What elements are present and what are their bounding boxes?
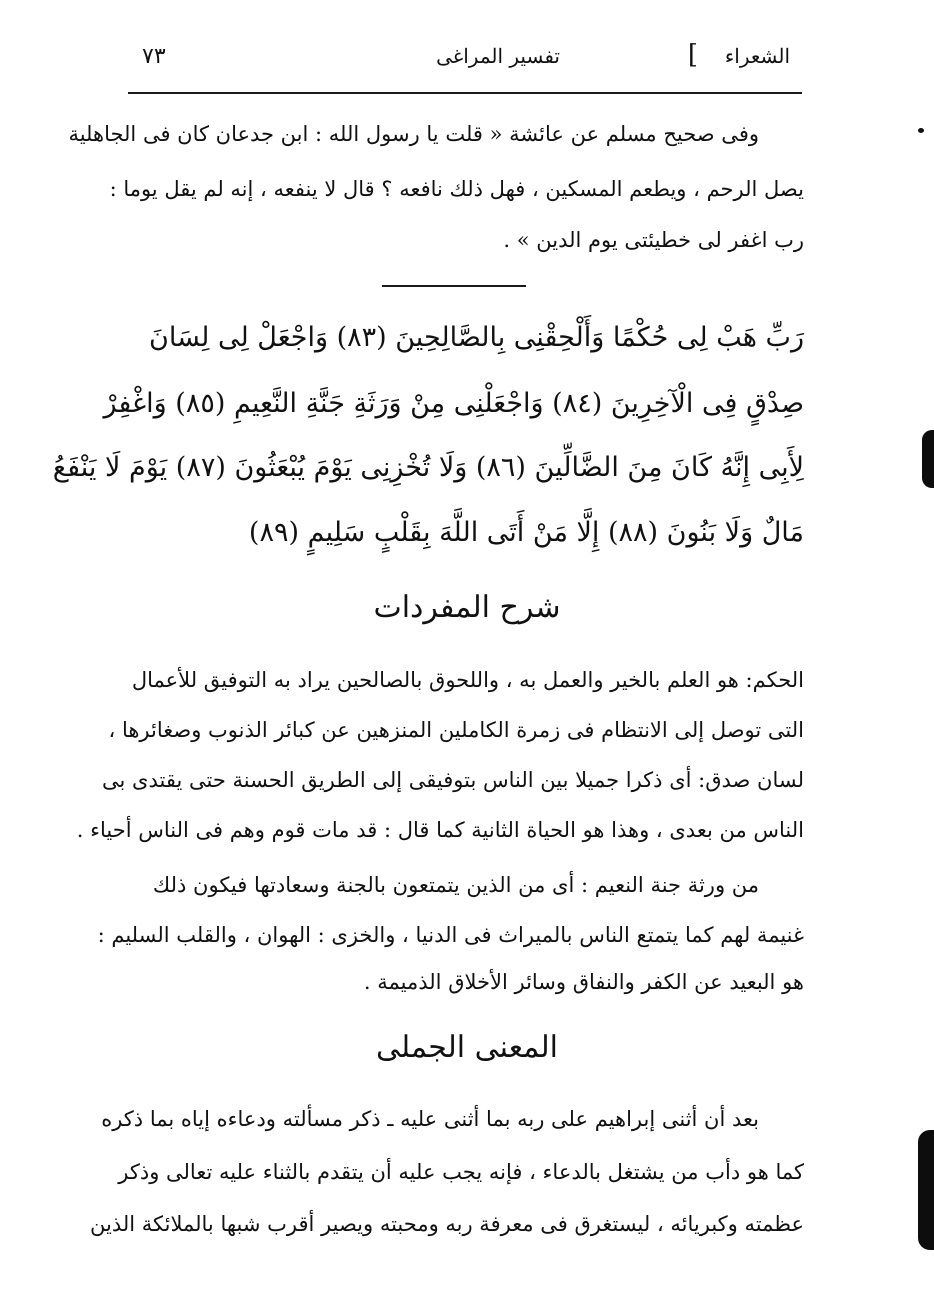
- header-page-number: ٧٣: [142, 44, 166, 69]
- header-book-title: تفسير المراغى: [436, 44, 560, 68]
- section-title-vocabulary: شرح المفردات: [373, 590, 561, 625]
- hadith-line: وفى صحيح مسلم عن عائشة « قلت يا رسول الله : ابن جدعان كان فى الجاهلية: [68, 122, 759, 146]
- scan-edge-mark: [922, 430, 934, 488]
- meaning-line: بعد أن أثنى إبراهيم على ربه بما أثنى عليه ـ ذكر مسألته ودعاءه إياه بما ذكره: [101, 1107, 759, 1131]
- verse-line: لِأَبِى إِنَّهُ كَانَ مِنَ الضَّالِّينَ (٨٦) وَلَا تُخْزِنِى يَوْمَ يُبْعَثُونَ (٨٧) يَوْمَ لَا يَنْفَعُ: [52, 452, 804, 483]
- meaning-line: كما هو دأب من يشتغل بالدعاء ، فإنه يجب عليه أن يتقدم بالثناء عليه تعالى وذكر: [118, 1160, 804, 1184]
- verse-line: مَالٌ وَلَا بَنُونَ (٨٨) إِلَّا مَنْ أَتَى اللَّهَ بِقَلْبٍ سَلِيمٍ (٨٩): [248, 517, 804, 548]
- header-bracket: ]: [687, 40, 698, 70]
- vocab-line: غنيمة لهم كما يتمتع الناس بالميراث فى الدنيا ، والخزى : الهوان ، والقلب السليم :: [97, 923, 804, 947]
- vocab-line: لسان صدق: أى ذكرا جميلا بين الناس بتوفيقى إلى الطريق الحسنة حتى يقتدى بى: [102, 768, 804, 792]
- vocab-line: الناس من بعدى ، وهذا هو الحياة الثانية كما قال : قد مات قوم وهم فى الناس أحياء .: [76, 818, 804, 842]
- header-rule: [128, 92, 802, 94]
- running-header: [130, 40, 800, 80]
- hadith-line: يصل الرحم ، ويطعم المسكين ، فهل ذلك نافعه ؟ قال لا ينفعه ، إنه لم يقل يوما :: [109, 177, 804, 201]
- header-sura-name: الشعراء: [724, 44, 790, 68]
- verse-line: صِدْقٍ فِى الْآخِرِينَ (٨٤) وَاجْعَلْنِى مِنْ وَرَثَةِ جَنَّةِ النَّعِيمِ (٨٥) وَاغْفِرْ: [103, 388, 804, 419]
- scan-edge-mark: [918, 1130, 934, 1250]
- vocab-line: من ورثة جنة النعيم : أى من الذين يتمتعون بالجنة وسعادتها فيكون ذلك: [152, 873, 759, 897]
- section-divider: [382, 285, 526, 287]
- hadith-line: رب اغفر لى خطيئتى يوم الدين » .: [503, 228, 804, 252]
- section-title-general-meaning: المعنى الجملى: [375, 1030, 558, 1065]
- scan-speck: [918, 128, 924, 133]
- vocab-line: التى توصل إلى الانتظام فى زمرة الكاملين المنزهين عن كبائر الذنوب وصغائرها ،: [108, 718, 804, 742]
- vocab-line: هو البعيد عن الكفر والنفاق وسائر الأخلاق الذميمة .: [363, 970, 804, 994]
- vocab-line: الحكم: هو العلم بالخير والعمل به ، واللحوق بالصالحين يراد به التوفيق للأعمال: [131, 668, 804, 692]
- verse-line: رَبِّ هَبْ لِى حُكْمًا وَأَلْحِقْنِى بِالصَّالِحِينَ (٨٣) وَاجْعَلْ لِى لِسَانَ: [149, 322, 804, 353]
- meaning-line: عظمته وكبريائه ، ليستغرق فى معرفة ربه ومحبته ويصير أقرب شبها بالملائكة الذين: [90, 1212, 804, 1236]
